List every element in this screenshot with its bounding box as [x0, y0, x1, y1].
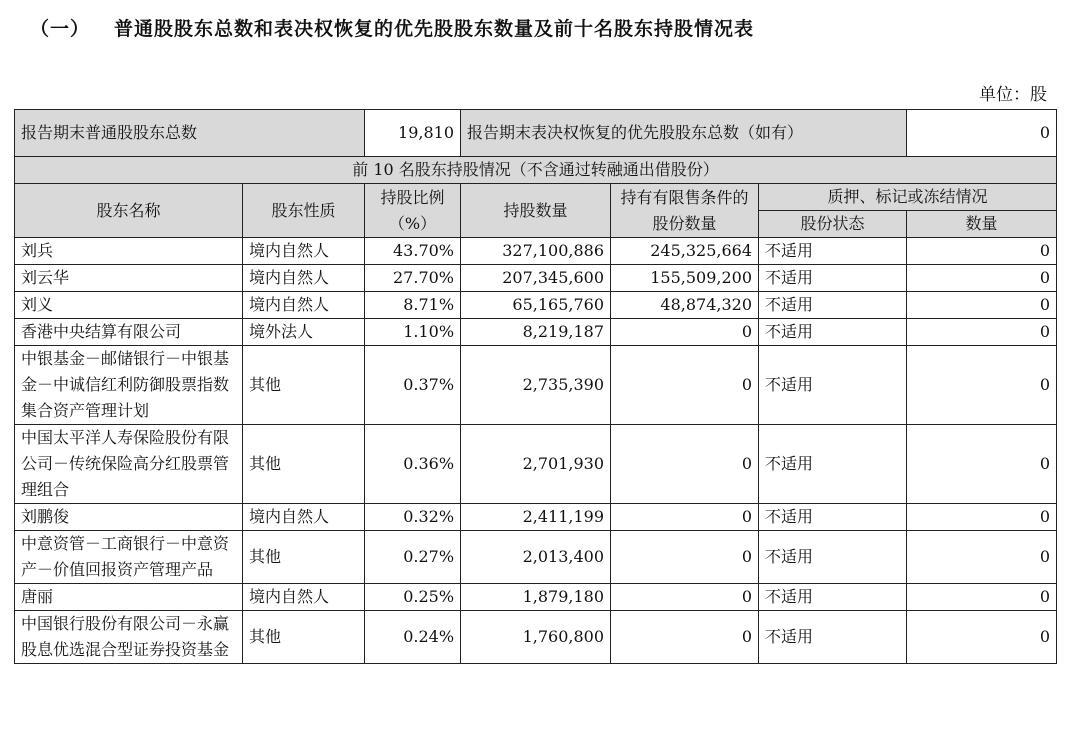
common-holders-value: 19,810 — [365, 110, 461, 157]
cell-shares: 327,100,886 — [461, 238, 611, 265]
cell-share-status: 不适用 — [759, 319, 907, 346]
cell-shares: 2,411,199 — [461, 504, 611, 531]
preferred-holders-value: 0 — [907, 110, 1057, 157]
cell-holding-ratio: 1.10% — [365, 319, 461, 346]
cell-holder-name: 香港中央结算有限公司 — [15, 319, 243, 346]
cell-restricted-shares: 0 — [611, 584, 759, 611]
cell-shares: 1,760,800 — [461, 611, 611, 664]
cell-holding-ratio: 0.24% — [365, 611, 461, 664]
cell-holder-nature: 境内自然人 — [243, 238, 365, 265]
cell-share-status: 不适用 — [759, 346, 907, 425]
cell-holder-nature: 其他 — [243, 611, 365, 664]
col-header-quantity: 数量 — [907, 211, 1057, 238]
cell-holder-nature: 境外法人 — [243, 319, 365, 346]
summary-row — [15, 110, 1057, 157]
col-header-name: 股东名称 — [15, 184, 243, 238]
cell-shares: 2,735,390 — [461, 346, 611, 425]
cell-holder-nature: 境内自然人 — [243, 504, 365, 531]
cell-holder-name: 刘鹏俊 — [15, 504, 243, 531]
section-heading — [30, 14, 754, 41]
table-row — [15, 319, 1057, 346]
cell-holder-nature: 其他 — [243, 531, 365, 584]
cell-holder-name: 刘云华 — [15, 265, 243, 292]
cell-holder-nature: 境内自然人 — [243, 292, 365, 319]
cell-pledge-quantity: 0 — [907, 265, 1057, 292]
cell-holder-name: 刘义 — [15, 292, 243, 319]
table-row — [15, 238, 1057, 265]
cell-pledge-quantity: 0 — [907, 292, 1057, 319]
cell-pledge-quantity: 0 — [907, 346, 1057, 425]
cell-holding-ratio: 0.36% — [365, 425, 461, 504]
cell-share-status: 不适用 — [759, 531, 907, 584]
section-heading-number: （一） — [30, 18, 91, 40]
cell-holding-ratio: 27.70% — [365, 265, 461, 292]
cell-pledge-quantity: 0 — [907, 504, 1057, 531]
cell-restricted-shares: 0 — [611, 425, 759, 504]
cell-shares: 207,345,600 — [461, 265, 611, 292]
cell-restricted-shares: 0 — [611, 531, 759, 584]
cell-holder-nature: 其他 — [243, 425, 365, 504]
common-holders-label: 报告期末普通股股东总数 — [15, 110, 365, 157]
cell-restricted-shares: 48,874,320 — [611, 292, 759, 319]
cell-shares: 2,013,400 — [461, 531, 611, 584]
cell-holding-ratio: 0.27% — [365, 531, 461, 584]
cell-restricted-shares: 245,325,664 — [611, 238, 759, 265]
cell-holding-ratio: 0.32% — [365, 504, 461, 531]
cell-holding-ratio: 0.25% — [365, 584, 461, 611]
cell-share-status: 不适用 — [759, 265, 907, 292]
col-header-restricted: 持有有限售条件的股份数量 — [611, 184, 759, 238]
col-header-nature: 股东性质 — [243, 184, 365, 238]
col-header-shares: 持股数量 — [461, 184, 611, 238]
cell-pledge-quantity: 0 — [907, 319, 1057, 346]
cell-share-status: 不适用 — [759, 611, 907, 664]
cell-holder-name: 中国太平洋人寿保险股份有限公司－传统保险高分红股票管理组合 — [15, 425, 243, 504]
top10-section-title: 前 10 名股东持股情况（不含通过转融通出借股份） — [15, 157, 1057, 184]
table-row — [15, 611, 1057, 664]
cell-restricted-shares: 155,509,200 — [611, 265, 759, 292]
cell-holding-ratio: 0.37% — [365, 346, 461, 425]
cell-restricted-shares: 0 — [611, 611, 759, 664]
shareholder-rows — [15, 238, 1057, 664]
preferred-holders-label: 报告期末表决权恢复的优先股股东总数（如有） — [461, 110, 907, 157]
shareholder-table — [14, 109, 1057, 664]
cell-shares: 1,879,180 — [461, 584, 611, 611]
cell-restricted-shares: 0 — [611, 319, 759, 346]
cell-shares: 2,701,930 — [461, 425, 611, 504]
header-row-1 — [15, 184, 1057, 211]
cell-restricted-shares: 0 — [611, 346, 759, 425]
col-header-status: 股份状态 — [759, 211, 907, 238]
cell-holder-nature: 境内自然人 — [243, 584, 365, 611]
cell-holder-name: 中意资管－工商银行－中意资产－价值回报资产管理产品 — [15, 531, 243, 584]
cell-holder-name: 中国银行股份有限公司－永赢股息优选混合型证券投资基金 — [15, 611, 243, 664]
unit-label: 单位：股 — [979, 85, 1047, 105]
table-row — [15, 425, 1057, 504]
cell-holder-name: 中银基金－邮储银行－中银基金－中诚信红利防御股票指数集合资产管理计划 — [15, 346, 243, 425]
table-row — [15, 531, 1057, 584]
cell-pledge-quantity: 0 — [907, 531, 1057, 584]
cell-share-status: 不适用 — [759, 584, 907, 611]
section-title-row — [15, 157, 1057, 184]
cell-holding-ratio: 8.71% — [365, 292, 461, 319]
cell-shares: 65,165,760 — [461, 292, 611, 319]
cell-pledge-quantity: 0 — [907, 425, 1057, 504]
cell-holder-nature: 境内自然人 — [243, 265, 365, 292]
table-row — [15, 292, 1057, 319]
cell-restricted-shares: 0 — [611, 504, 759, 531]
table-row — [15, 504, 1057, 531]
cell-shares: 8,219,187 — [461, 319, 611, 346]
cell-holder-name: 刘兵 — [15, 238, 243, 265]
cell-share-status: 不适用 — [759, 425, 907, 504]
section-heading-text: 普通股股东总数和表决权恢复的优先股股东数量及前十名股东持股情况表 — [114, 18, 755, 40]
cell-holder-name: 唐丽 — [15, 584, 243, 611]
cell-pledge-quantity: 0 — [907, 584, 1057, 611]
col-header-ratio: 持股比例（%） — [365, 184, 461, 238]
table-row — [15, 584, 1057, 611]
cell-holding-ratio: 43.70% — [365, 238, 461, 265]
cell-pledge-quantity: 0 — [907, 238, 1057, 265]
col-header-pledge-group: 质押、标记或冻结情况 — [759, 184, 1057, 211]
cell-share-status: 不适用 — [759, 504, 907, 531]
cell-share-status: 不适用 — [759, 292, 907, 319]
cell-pledge-quantity: 0 — [907, 611, 1057, 664]
table-row — [15, 265, 1057, 292]
cell-share-status: 不适用 — [759, 238, 907, 265]
table-row — [15, 346, 1057, 425]
cell-holder-nature: 其他 — [243, 346, 365, 425]
